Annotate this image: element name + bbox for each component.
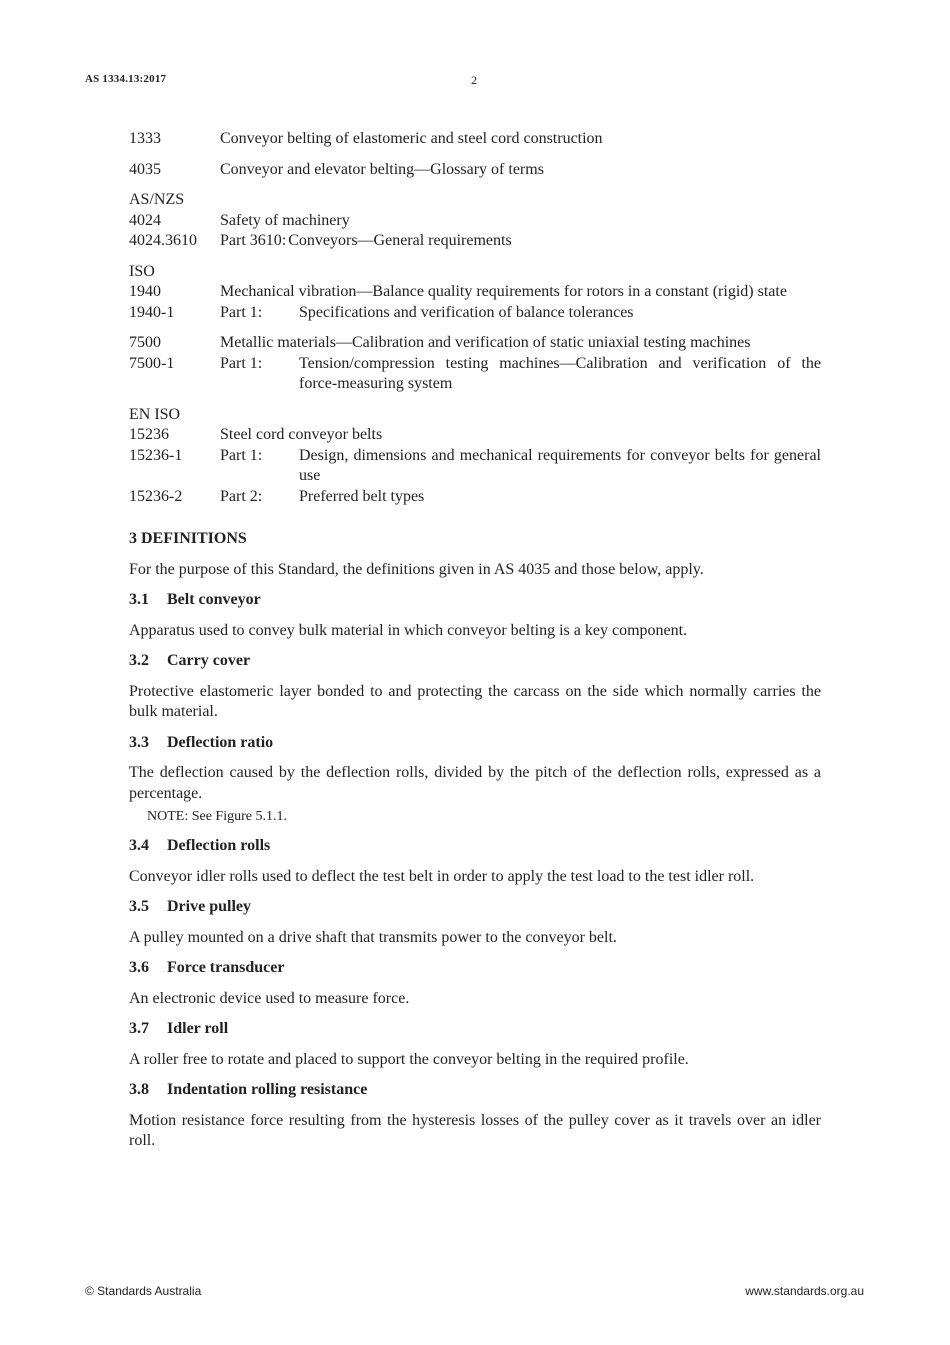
definition-number: 3.4 (129, 837, 149, 854)
definition-heading (129, 590, 821, 611)
reference-title: Tension/compression testing machines—Calibration and verification of the force-measuring system (299, 354, 821, 392)
definition-term: Deflection ratio (167, 733, 274, 751)
reference-title: Conveyor belting of elastomeric and steel cord construction (220, 130, 603, 147)
reference-row (129, 211, 821, 232)
definition-term: Belt conveyor (167, 591, 261, 608)
definition-text: An electronic device used to measure force. (129, 989, 410, 1007)
page-content (129, 129, 821, 1152)
reference-number: 1333 (129, 130, 161, 147)
reference-part: Part 1: (220, 446, 263, 464)
definition-number: 3.5 (129, 898, 149, 915)
definition-text: Conveyor idler rolls used to deflect the test belt in order to apply the test load to the test idler roll. (129, 867, 755, 885)
definition-number: 3.3 (129, 733, 149, 751)
definition-term: Drive pulley (167, 898, 251, 915)
reference-number: 15236 (129, 426, 169, 443)
definition-heading (129, 897, 821, 918)
reference-row (129, 231, 821, 252)
reference-row (129, 446, 821, 487)
definition-term: Idler roll (167, 1020, 229, 1037)
definition-number: 3.6 (129, 959, 149, 976)
reference-title: Preferred belt types (299, 487, 425, 505)
section-heading: 3 DEFINITIONS (129, 530, 247, 547)
definition-term: Deflection rolls (167, 837, 271, 854)
reference-row (129, 303, 821, 324)
definition-heading (129, 733, 821, 754)
footer-copyright: © Standards Australia (85, 1284, 202, 1298)
definition-text: The deflection caused by the deflection rolls, divided by the pitch of the deflection rolls, expressed as a percentage. (129, 764, 821, 802)
definition-text: Motion resistance force resulting from the hysteresis losses of the pulley cover as it travels over an idler roll. (129, 1111, 821, 1149)
reference-group-label: EN ISO (129, 405, 181, 423)
definition-term: Force transducer (167, 959, 285, 976)
reference-number: 4024 (129, 211, 161, 229)
definition-heading (129, 1080, 821, 1101)
reference-row (129, 354, 821, 395)
definition-number: 3.8 (129, 1081, 149, 1098)
definition-heading (129, 958, 821, 979)
reference-title: Steel cord conveyor belts (220, 426, 383, 443)
definition-number: 3.2 (129, 652, 149, 669)
definition-text: A roller free to rotate and placed to support the conveyor belting in the required profile. (129, 1050, 689, 1068)
reference-number: 4035 (129, 160, 161, 178)
definition-number: 3.1 (129, 591, 149, 608)
definition-text: Apparatus used to convey bulk material in which conveyor belting is a key component. (129, 621, 688, 639)
reference-part: Part 1: (220, 303, 263, 321)
reference-title: Metallic materials—Calibration and verification of static uniaxial testing machines (220, 334, 751, 351)
reference-group-label: AS/NZS (129, 191, 185, 208)
reference-row (129, 487, 821, 508)
definition-term: Indentation rolling resistance (167, 1081, 368, 1098)
reference-title: Conveyor and elevator belting—Glossary of terms (220, 160, 544, 178)
reference-number: 4024.3610 (129, 232, 197, 249)
reference-part: Part 3610: (220, 232, 287, 249)
reference-number: 15236-1 (129, 446, 183, 464)
definition-text: A pulley mounted on a drive shaft that transmits power to the conveyor belt. (129, 928, 617, 946)
reference-number: 7500-1 (129, 354, 175, 372)
reference-title: Design, dimensions and mechanical requirements for conveyor belts for general use (299, 446, 821, 484)
definition-heading (129, 1019, 821, 1040)
definition-term: Carry cover (167, 652, 251, 669)
reference-number: 1940 (129, 283, 161, 300)
footer-website: www.standards.org.au (745, 1284, 864, 1298)
definition-note: NOTE: See Figure 5.1.1. (147, 809, 287, 824)
reference-row (129, 425, 821, 446)
reference-part: Part 1: (220, 354, 263, 372)
reference-title: Safety of machinery (220, 211, 350, 229)
document-id: AS 1334.13:2017 (85, 73, 167, 85)
reference-row (129, 160, 821, 181)
reference-title: Conveyors—General requirements (288, 232, 512, 249)
reference-row (129, 333, 821, 354)
reference-title: Specifications and verification of balance tolerances (299, 303, 634, 321)
page-number: 2 (471, 73, 477, 87)
section-intro: For the purpose of this Standard, the definitions given in AS 4035 and those below, apply. (129, 560, 704, 578)
reference-row (129, 129, 821, 150)
reference-group-label: ISO (129, 262, 155, 280)
definition-number: 3.7 (129, 1020, 149, 1037)
definition-heading (129, 651, 821, 672)
definition-text: Protective elastomeric layer bonded to and protecting the carcass on the side which normally carries the bulk material. (129, 682, 821, 720)
definition-heading (129, 836, 821, 857)
reference-number: 1940-1 (129, 303, 175, 321)
reference-number: 7500 (129, 334, 161, 351)
reference-row (129, 282, 821, 303)
reference-title: Mechanical vibration—Balance quality requirements for rotors in a constant (rigid) state (220, 283, 787, 300)
reference-part: Part 2: (220, 487, 263, 505)
reference-number: 15236-2 (129, 487, 183, 505)
